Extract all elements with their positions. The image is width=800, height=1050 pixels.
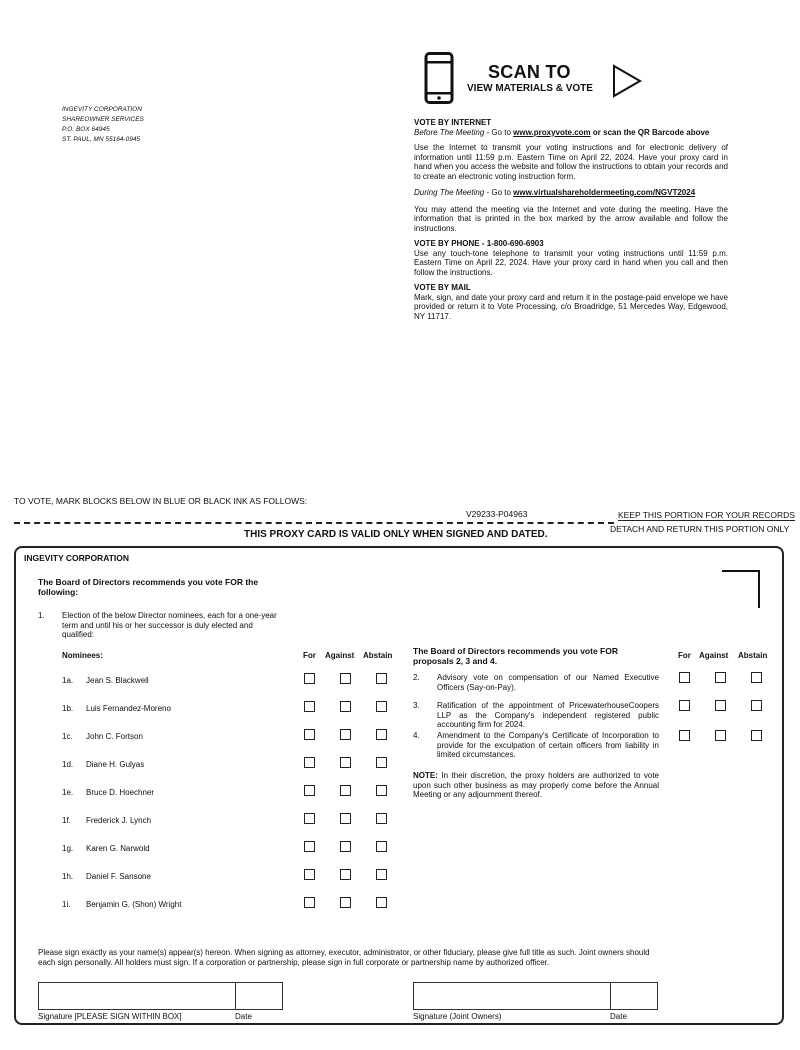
- proposal-text: Advisory vote on compensation of our Named Executive Officers (Say-on-Pay).: [437, 673, 659, 692]
- before-meeting-label: Before The Meeting: [414, 127, 485, 137]
- virtual-meeting-link[interactable]: www.virtualshareholdermeeting.com/NGVT2024: [513, 188, 696, 197]
- vote-for-checkbox[interactable]: [304, 757, 315, 768]
- vote-abstain-checkbox[interactable]: [376, 841, 387, 852]
- vote-against-checkbox[interactable]: [715, 672, 726, 683]
- nominee-name: Benjamin G. (Shon) Wright: [86, 900, 182, 909]
- col-abstain-header-2: Abstain: [738, 651, 768, 660]
- during-meeting-line: [414, 188, 728, 198]
- vote-against-checkbox[interactable]: [340, 757, 351, 768]
- joint-date-divider: [610, 983, 611, 1009]
- vote-for-checkbox[interactable]: [679, 672, 690, 683]
- vote-for-checkbox[interactable]: [304, 701, 315, 712]
- vote-against-checkbox[interactable]: [340, 897, 351, 908]
- vote-abstain-checkbox[interactable]: [751, 672, 762, 683]
- vote-for-checkbox[interactable]: [304, 673, 315, 684]
- voting-instructions: [414, 118, 728, 321]
- before-meeting-line: [414, 128, 728, 138]
- nominee-name: John C. Fortson: [86, 732, 143, 741]
- nominee-name: Daniel F. Sansone: [86, 872, 151, 881]
- item1-text: Election of the below Director nominees, each for a one-year term and until his or her successor is duly elected and qualified:: [62, 611, 277, 639]
- signature-label: Signature [PLEASE SIGN WITHIN BOX]: [38, 1012, 182, 1021]
- mark-instruction: TO VOTE, MARK BLOCKS BELOW IN BLUE OR BLACK INK AS FOLLOWS:: [14, 496, 308, 506]
- nominee-name: Frederick J. Lynch: [86, 816, 152, 825]
- return-address-line: INGEVITY CORPORATION: [62, 106, 142, 113]
- col-against-header-2: Against: [699, 651, 729, 660]
- scan-title: SCAN TO: [488, 62, 571, 82]
- mail-body: Mark, sign, and date your proxy card and return it in the postage-paid envelope we have provided or return it to Vote Processing, c/o Broadridge, 51 Mercedes Way, Edgewood, NY 11717.: [414, 292, 728, 321]
- detach-portion-label: DETACH AND RETURN THIS PORTION ONLY: [610, 524, 790, 534]
- nominee-name: Jean S. Blackwell: [86, 676, 149, 685]
- keep-portion-label: KEEP THIS PORTION FOR YOUR RECORDS: [618, 510, 795, 520]
- nominee-number: 1d.: [62, 760, 74, 769]
- nominee-name: Karen G. Narwold: [86, 844, 150, 853]
- internet-body: Use the Internet to transmit your voting instructions and for electronic delivery of information until 11:59 p.m. Eastern Time on April 22, 2024. Have your proxy card in hand when you access the website and follow the instructions to obtain your records and to create an electronic voting instruction form.: [414, 143, 728, 181]
- item1-number: 1.: [38, 611, 45, 620]
- nominee-number: 1a.: [62, 676, 74, 685]
- vote-against-checkbox[interactable]: [715, 700, 726, 711]
- proposal-text: Amendment to the Company's Certificate of Incorporation to provide for the exculpation of certain officers from liability in limited circumstances.: [437, 731, 659, 759]
- scan-subtitle: VIEW MATERIALS & VOTE: [467, 83, 593, 94]
- vote-for-checkbox[interactable]: [679, 700, 690, 711]
- note-text: [413, 771, 659, 800]
- joint-signature-label: Signature (Joint Owners): [413, 1012, 502, 1021]
- vote-for-checkbox[interactable]: [304, 869, 315, 880]
- before-meeting-middle: - Go to: [484, 127, 514, 137]
- sign-instructions: Please sign exactly as your name(s) appear(s) hereon. When signing as attorney, executor, administrator, or other fiduciary, please give full title as such. Joint owners should each sign personally. All holders must sign. If a corporation or partnership, please sign in full corporate or partnership name by authorized officer.: [38, 948, 650, 967]
- vote-for-checkbox[interactable]: [304, 841, 315, 852]
- during-body: You may attend the meeting via the Internet and vote during the meeting. Have the information that is printed in the box marked by the arrow available and follow the instructions.: [414, 204, 728, 233]
- vote-abstain-checkbox[interactable]: [376, 673, 387, 684]
- vote-for-checkbox[interactable]: [304, 813, 315, 824]
- proposal-text: Ratification of the appointment of PricewaterhouseCoopers LLP as the Company's independent registered public accounting firm for 2024.: [437, 701, 659, 729]
- vote-abstain-checkbox[interactable]: [376, 869, 387, 880]
- triangle-arrow-icon: [612, 64, 642, 98]
- vote-abstain-checkbox[interactable]: [376, 785, 387, 796]
- vote-against-checkbox[interactable]: [340, 813, 351, 824]
- board-recommendation-1: The Board of Directors recommends you vote FOR the following:: [38, 577, 259, 597]
- vote-abstain-checkbox[interactable]: [376, 757, 387, 768]
- during-meeting-label: During The Meeting: [414, 188, 485, 197]
- nominee-number: 1c.: [62, 732, 73, 741]
- vote-against-checkbox[interactable]: [340, 701, 351, 712]
- phone-heading: VOTE BY PHONE - 1-800-690-6903: [414, 239, 544, 248]
- col-for-header: For: [303, 651, 316, 660]
- proposal-number: 4.: [413, 731, 420, 740]
- nominee-number: 1g.: [62, 844, 74, 853]
- proposal-number: 2.: [413, 673, 420, 682]
- joint-date-label: Date: [610, 1012, 627, 1021]
- nominee-number: 1f.: [62, 816, 71, 825]
- date-label: Date: [235, 1012, 252, 1021]
- col-against-header: Against: [325, 651, 355, 660]
- vote-abstain-checkbox[interactable]: [376, 701, 387, 712]
- nominee-number: 1i.: [62, 900, 71, 909]
- nominee-name: Bruce D. Hoechner: [86, 788, 155, 797]
- nominee-number: 1e.: [62, 788, 74, 797]
- vote-abstain-checkbox[interactable]: [376, 897, 387, 908]
- return-address-line: ST. PAUL, MN 55164-0945: [62, 136, 141, 143]
- vote-against-checkbox[interactable]: [340, 673, 351, 684]
- company-name: INGEVITY CORPORATION: [24, 553, 130, 563]
- vote-against-checkbox[interactable]: [340, 729, 351, 740]
- nominee-number: 1h.: [62, 872, 74, 881]
- joint-signature-box[interactable]: [413, 982, 658, 1010]
- corner-mark: [722, 570, 760, 608]
- control-code: V29233-P04963: [466, 509, 528, 519]
- vote-against-checkbox[interactable]: [340, 869, 351, 880]
- detach-line: [14, 522, 614, 524]
- note-body: In their discretion, the proxy holders are authorized to vote upon such other business as may properly come before the Annual Meeting or any adjournment thereof.: [413, 771, 659, 799]
- internet-heading: VOTE BY INTERNET: [414, 118, 492, 127]
- proxy-card: [14, 546, 784, 1025]
- return-address-line: P.O. BOX 64945: [62, 126, 110, 133]
- col-abstain-header: Abstain: [363, 651, 393, 660]
- signature-date-divider: [235, 983, 236, 1009]
- valid-notice: THIS PROXY CARD IS VALID ONLY WHEN SIGNED AND DATED.: [244, 529, 548, 540]
- vote-against-checkbox[interactable]: [340, 841, 351, 852]
- nominees-header: Nominees:: [62, 651, 103, 660]
- signature-box[interactable]: [38, 982, 283, 1010]
- vote-against-checkbox[interactable]: [340, 785, 351, 796]
- note-label: NOTE:: [413, 771, 438, 780]
- mobile-phone-icon: [424, 52, 454, 104]
- proxyvote-link[interactable]: www.proxyvote.com: [513, 127, 591, 137]
- board-recommendation-2: The Board of Directors recommends you vote FOR proposals 2, 3 and 4.: [413, 646, 618, 666]
- return-address-line: SHAREOWNER SERVICES: [62, 116, 144, 123]
- mail-heading: VOTE BY MAIL: [414, 283, 471, 292]
- proposal-number: 3.: [413, 701, 420, 710]
- vote-for-checkbox[interactable]: [304, 785, 315, 796]
- return-address: [62, 105, 144, 145]
- vote-abstain-checkbox[interactable]: [376, 813, 387, 824]
- nominee-name: Diane H. Gulyas: [86, 760, 145, 769]
- vote-for-checkbox[interactable]: [304, 897, 315, 908]
- vote-abstain-checkbox[interactable]: [751, 700, 762, 711]
- during-meeting-middle: - Go to: [484, 188, 514, 197]
- before-meeting-suffix: or scan the QR Barcode above: [590, 127, 710, 137]
- col-for-header-2: For: [678, 651, 691, 660]
- vote-abstain-checkbox[interactable]: [376, 729, 387, 740]
- vote-against-checkbox[interactable]: [715, 730, 726, 741]
- nominee-number: 1b.: [62, 704, 74, 713]
- phone-body: Use any touch-tone telephone to transmit your voting instructions until 11:59 p.m. Eastern Time on April 22, 2024. Have your proxy card in hand when you call and then follow the instructions.: [414, 248, 728, 277]
- scan-banner: [424, 52, 654, 106]
- vote-abstain-checkbox[interactable]: [751, 730, 762, 741]
- vote-for-checkbox[interactable]: [304, 729, 315, 740]
- nominee-name: Luis Fernandez-Moreno: [86, 704, 171, 713]
- vote-for-checkbox[interactable]: [679, 730, 690, 741]
